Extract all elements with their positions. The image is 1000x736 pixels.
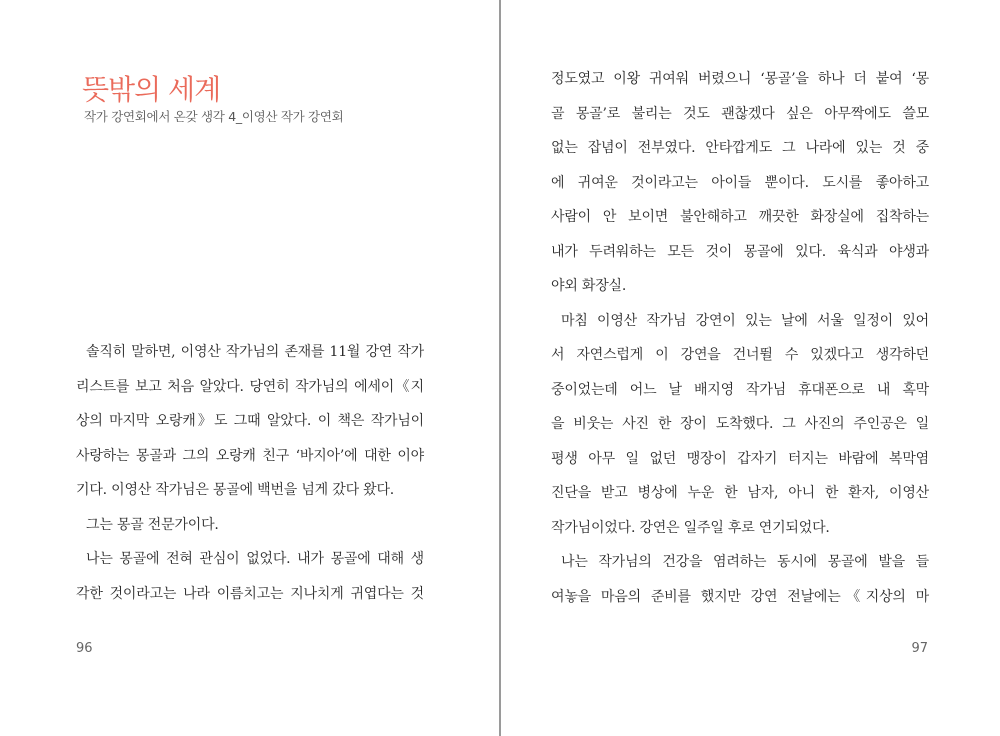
text-line: 내가 두려워하는 모든 것이 몽골에 있다. 육식과 야생과 [551, 243, 929, 260]
text-line: 진단을 받고 병상에 누운 한 남자, 아니 한 환자, 이영산 [551, 485, 929, 501]
left-page [0, 0, 499, 736]
text-line: 상의 마지막 오랑캐》도 그때 알았다. 이 책은 작가님이 [76, 413, 424, 429]
text-line: 마침 이영산 작가님 강연이 있는 날에 서울 일정이 있어 [561, 312, 929, 329]
text-line: 그는 몽골 전문가이다. [86, 516, 219, 533]
text-line: 리스트를 보고 처음 알았다. 당연히 작가님의 에세이《지 [76, 378, 424, 395]
text-line: 사랑하는 몽골과 그의 오랑캐 친구 ‘바지아’에 대한 이야 [76, 447, 424, 464]
text-line: 야외 화장실. [551, 278, 627, 294]
text-line: 솔직히 말하면, 이영산 작가님의 존재를 11월 강연 작가 [86, 344, 424, 360]
page-number-left: 96 [76, 641, 93, 656]
text-line: 없는 잡념이 전부였다. 안타깝게도 그 나라에 있는 것 중 [551, 140, 929, 156]
text-line: 기다. 이영산 작가님은 몽골에 백번을 넘게 갔다 왔다. [76, 482, 395, 498]
page-number-right: 97 [911, 641, 928, 656]
text-line: 평생 아무 일 없던 맹장이 갑자기 터지는 바람에 복막염 [551, 450, 929, 467]
left-body-text [76, 335, 424, 611]
text-line: 서 자연스럽게 이 강연을 건너뛸 수 있겠다고 생각하던 [551, 347, 929, 363]
text-line: 을 비웃는 사진 한 장이 도착했다. 그 사진의 주인공은 일 [551, 416, 929, 432]
text-line: 여놓을 마음의 준비를 했지만 강연 전날에는《지상의 마 [551, 588, 929, 605]
text-line: 작가님이었다. 강연은 일주일 후로 연기되었다. [551, 519, 830, 536]
chapter-subtitle: 작가 강연회에서 온갖 생각 4_이영산 작가 강연회 [84, 109, 344, 124]
chapter-title: 뜻밖의 세계 [82, 73, 221, 106]
right-body-text [551, 62, 929, 614]
text-line: 각한 것이라고는 나라 이름치고는 지나치게 귀엽다는 것 [76, 585, 424, 602]
text-line: 나는 작가님의 건강을 염려하는 동시에 몽골에 발을 들 [561, 554, 929, 570]
text-line: 중이었는데 어느 날 배지영 작가님 휴대폰으로 내 혹막 [551, 381, 929, 398]
right-page [501, 0, 1000, 736]
text-line: 정도였고 이왕 귀여워 버렸으니 ‘몽골’을 하나 더 붙여 ‘몽 [551, 71, 929, 87]
text-line: 골 몽골’로 불리는 것도 괜찮겠다 싶은 아무짝에도 쓸모 [551, 105, 929, 122]
text-line: 사람이 안 보이면 불안해하고 깨끗한 화장실에 집착하는 [551, 209, 929, 225]
text-line: 에 귀여운 것이라고는 아이들 뿐이다. 도시를 좋아하고 [551, 174, 929, 191]
text-line: 나는 몽골에 전혀 관심이 없었다. 내가 몽골에 대해 생 [86, 551, 424, 567]
